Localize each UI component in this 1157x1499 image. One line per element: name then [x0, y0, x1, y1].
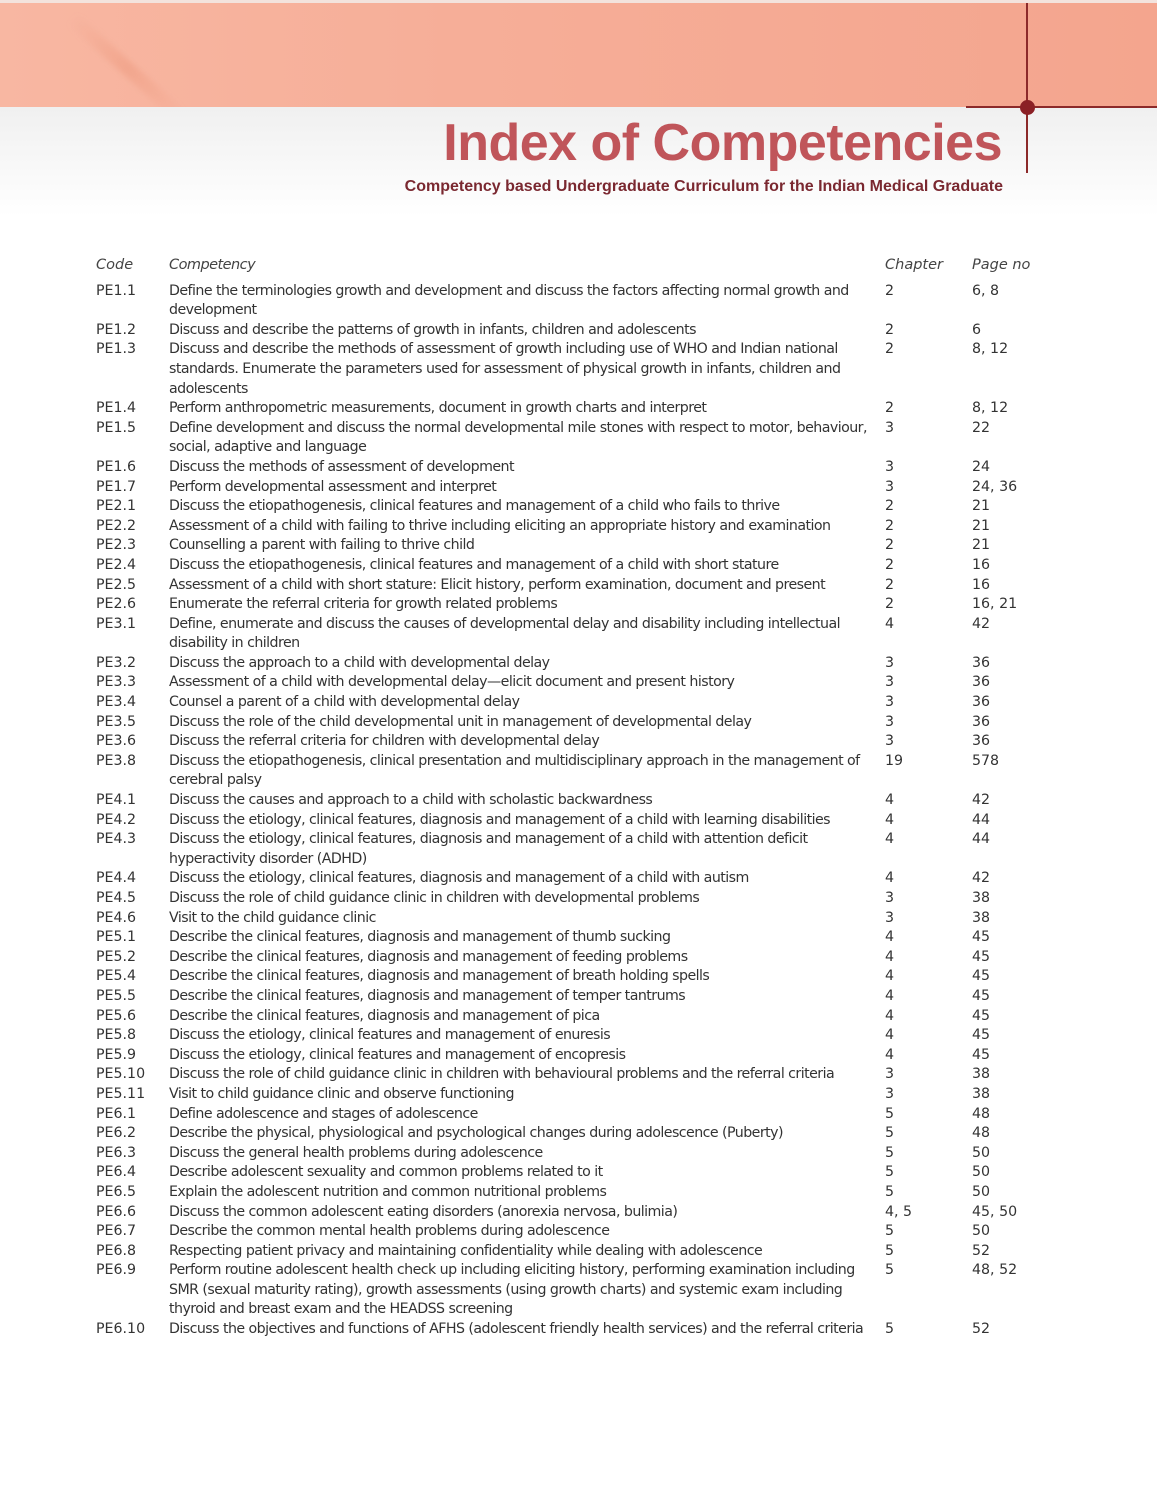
table-row — [96, 1320, 1056, 1340]
page-number: 52 — [972, 1321, 991, 1338]
chapter-number: 4 — [885, 870, 895, 887]
competency-description: Discuss the etiology, clinical features, diagnosis and management of a child with autism — [169, 870, 749, 887]
competency-code: PE1.4 — [96, 400, 137, 417]
competency-code: PE4.4 — [96, 870, 137, 887]
page-number: 36 — [972, 654, 991, 671]
table-row — [96, 458, 1056, 478]
table-row — [96, 1065, 1056, 1085]
page-number: 44 — [972, 831, 991, 848]
page-title: Index of Competencies — [443, 114, 1002, 172]
competency-description: Perform anthropometric measurements, document in growth charts and interpret — [169, 400, 707, 417]
competency-description: Visit to the child guidance clinic — [169, 909, 376, 926]
table-row — [96, 1046, 1056, 1066]
competency-code: PE6.10 — [96, 1321, 146, 1338]
chapter-number: 3 — [885, 458, 895, 475]
chapter-number: 5 — [885, 1105, 895, 1122]
table-row — [96, 556, 1056, 576]
chapter-number: 4 — [885, 968, 895, 985]
competency-description: Visit to child guidance clinic and observe functioning — [169, 1085, 514, 1102]
page-number: 38 — [972, 1066, 991, 1083]
table-row — [96, 1203, 1056, 1223]
chapter-number: 5 — [885, 1262, 895, 1279]
competency-code: PE3.8 — [96, 752, 137, 769]
competency-description: Describe adolescent sexuality and common problems related to it — [169, 1164, 603, 1181]
chapter-number: 4 — [885, 792, 895, 809]
page-number: 50 — [972, 1164, 991, 1181]
page-number: 45 — [972, 1007, 991, 1024]
chapter-number: 5 — [885, 1183, 895, 1200]
competency-description: Discuss the methods of assessment of development — [169, 458, 514, 475]
competency-code: PE2.1 — [96, 498, 137, 515]
page-number: 8, 12 — [972, 400, 1009, 417]
table-row — [96, 478, 1056, 498]
table-row — [96, 321, 1056, 341]
competency-description: Discuss and describe the patterns of growth in infants, children and adolescents — [169, 321, 696, 338]
page-number: 52 — [972, 1242, 991, 1259]
competency-code: PE5.5 — [96, 987, 137, 1004]
competency-description: Enumerate the referral criteria for growth related problems — [169, 596, 558, 613]
competency-description: Discuss the etiology, clinical features and management of encopresis — [169, 1046, 626, 1063]
competency-code: PE2.5 — [96, 576, 137, 593]
table-row — [96, 1085, 1056, 1105]
competency-description: Discuss the role of the child developmental unit in management of developmental delay — [169, 713, 752, 730]
table-row — [96, 1183, 1056, 1203]
table-row — [96, 811, 1056, 831]
page-number: 45, 50 — [972, 1203, 1018, 1220]
competency-description: Define adolescence and stages of adolescence — [169, 1105, 478, 1122]
competency-code: PE3.2 — [96, 654, 137, 671]
competency-code: PE4.6 — [96, 909, 137, 926]
page-number: 38 — [972, 909, 991, 926]
table-row — [96, 987, 1056, 1007]
page-number: 50 — [972, 1223, 991, 1240]
chapter-number: 3 — [885, 733, 895, 750]
table-row — [96, 1105, 1056, 1125]
competency-description: Describe the physical, physiological and psychological changes during adolescence (Puberty) — [169, 1125, 783, 1142]
page-number: 45 — [972, 968, 991, 985]
page-number: 50 — [972, 1144, 991, 1161]
table-header-row — [96, 256, 1056, 276]
table-row — [96, 693, 1056, 713]
page-number: 21 — [972, 517, 991, 534]
competency-description: Assessment of a child with developmental delay—elicit document and present history — [169, 674, 735, 691]
page-number: 16 — [972, 576, 991, 593]
competency-code: PE6.4 — [96, 1164, 137, 1181]
competency-code: PE2.6 — [96, 596, 137, 613]
competency-description: Discuss the general health problems during adolescence — [169, 1144, 543, 1161]
competency-description: Define, enumerate and discuss the causes of developmental delay and disability including intellectual disability in children — [169, 615, 840, 652]
table-row — [96, 967, 1056, 987]
page-number: 22 — [972, 419, 991, 436]
table-row — [96, 497, 1056, 517]
chapter-number: 3 — [885, 1066, 895, 1083]
table-row — [96, 654, 1056, 674]
competency-description: Describe the clinical features, diagnosis and management of pica — [169, 1007, 600, 1024]
competency-description: Describe the clinical features, diagnosis and management of temper tantrums — [169, 987, 686, 1004]
competency-description: Perform developmental assessment and interpret — [169, 478, 497, 495]
table-row — [96, 517, 1056, 537]
accent-dot-icon — [1020, 100, 1035, 115]
table-row — [96, 909, 1056, 929]
competency-code: PE6.6 — [96, 1203, 137, 1220]
chapter-number: 4 — [885, 1007, 895, 1024]
chapter-number: 5 — [885, 1144, 895, 1161]
page-number: 16 — [972, 556, 991, 573]
competency-code: PE6.9 — [96, 1262, 137, 1279]
competency-code: PE6.5 — [96, 1183, 137, 1200]
chapter-number: 4 — [885, 1046, 895, 1063]
competency-code: PE5.4 — [96, 968, 137, 985]
chapter-number: 3 — [885, 890, 895, 906]
table-row — [96, 830, 1056, 869]
table-row — [96, 948, 1056, 968]
competency-description: Discuss the etiology, clinical features and management of enuresis — [169, 1027, 611, 1044]
chapter-number: 4 — [885, 987, 895, 1004]
chapter-number: 5 — [885, 1321, 895, 1338]
competency-description: Discuss and describe the methods of assessment of growth including use of WHO and Indian national standards. Enumerate the parameters used for assessment of physical growth in infants, children and adolescents — [169, 341, 841, 397]
chapter-number: 19 — [885, 752, 904, 769]
table-row — [96, 1026, 1056, 1046]
competency-code: PE2.4 — [96, 556, 137, 573]
chapter-number: 4 — [885, 811, 895, 828]
page-number: 36 — [972, 674, 991, 691]
competency-description: Discuss the role of child guidance clinic in children with behavioural problems and the referral criteria — [169, 1066, 835, 1083]
chapter-number: 3 — [885, 909, 895, 926]
competency-code: PE5.2 — [96, 948, 137, 965]
competency-description: Respecting patient privacy and maintaining confidentiality while dealing with adolescence — [169, 1242, 763, 1259]
competency-description: Describe the clinical features, diagnosis and management of breath holding spells — [169, 968, 710, 985]
page-number: 45 — [972, 1046, 991, 1063]
competency-description: Describe the clinical features, diagnosis and management of feeding problems — [169, 948, 688, 965]
chapter-number: 2 — [885, 576, 895, 593]
competency-description: Discuss the approach to a child with developmental delay — [169, 654, 550, 671]
chapter-number: 4 — [885, 831, 895, 848]
chapter-number: 4 — [885, 1027, 895, 1044]
competency-description: Assessment of a child with short stature: Elicit history, perform examination, document and present — [169, 576, 826, 593]
competency-description: Discuss the objectives and functions of AFHS (adolescent friendly health services) and the referral criteria — [169, 1321, 864, 1338]
page-number: 24, 36 — [972, 478, 1018, 495]
competency-description: Explain the adolescent nutrition and common nutritional problems — [169, 1183, 607, 1200]
chapter-number: 2 — [885, 400, 895, 417]
competency-code: PE5.10 — [96, 1066, 146, 1083]
table-row — [96, 1124, 1056, 1144]
competency-code: PE3.3 — [96, 674, 137, 691]
table-row — [96, 595, 1056, 615]
header-banner — [0, 0, 1157, 107]
competency-code: PE3.6 — [96, 733, 137, 750]
page-number: 38 — [972, 1085, 991, 1102]
competency-code: PE3.1 — [96, 615, 137, 632]
competency-code: PE6.7 — [96, 1223, 137, 1240]
chapter-number: 4 — [885, 929, 895, 946]
table-row — [96, 340, 1056, 399]
competency-description: Discuss the role of child guidance clinic in children with developmental problems — [169, 890, 700, 906]
table-row — [96, 1222, 1056, 1242]
page-number: 36 — [972, 713, 991, 730]
chapter-number: 3 — [885, 654, 895, 671]
table-row — [96, 1007, 1056, 1027]
page-number: 6 — [972, 321, 982, 338]
chapter-number: 2 — [885, 517, 895, 534]
table-row — [96, 732, 1056, 752]
competency-code: PE6.3 — [96, 1144, 137, 1161]
page-number: 21 — [972, 537, 991, 554]
table-row — [96, 752, 1056, 791]
chapter-number: 2 — [885, 556, 895, 573]
page-number: 578 — [972, 752, 1000, 769]
page-number: 45 — [972, 1027, 991, 1044]
competency-code: PE2.2 — [96, 517, 137, 534]
chapter-number: 5 — [885, 1125, 895, 1142]
chapter-number: 3 — [885, 694, 895, 711]
chapter-number: 2 — [885, 596, 895, 613]
competency-description: Describe the common mental health problems during adolescence — [169, 1223, 610, 1240]
competency-code: PE3.5 — [96, 713, 137, 730]
chapter-number: 3 — [885, 478, 895, 495]
table-row — [96, 536, 1056, 556]
chapter-number: 4 — [885, 948, 895, 965]
competency-code: PE3.4 — [96, 694, 137, 711]
column-header-code: Code — [96, 257, 134, 273]
competency-description: Define development and discuss the normal developmental mile stones with respect to motor, behaviour, social, adaptive and language — [169, 419, 867, 456]
column-header-chapter: Chapter — [885, 257, 943, 273]
page-number: 42 — [972, 870, 991, 887]
page-number: 48, 52 — [972, 1262, 1018, 1279]
competency-table — [96, 256, 1056, 1340]
competency-description: Discuss the etiopathogenesis, clinical features and management of a child who fails to thrive — [169, 498, 780, 515]
competency-code: PE4.2 — [96, 811, 137, 828]
competency-description: Discuss the referral criteria for children with developmental delay — [169, 733, 600, 750]
chapter-number: 2 — [885, 537, 895, 554]
competency-code: PE1.2 — [96, 321, 137, 338]
competency-code: PE1.3 — [96, 341, 137, 358]
page-number: 48 — [972, 1125, 991, 1142]
chapter-number: 2 — [885, 282, 895, 299]
accent-rule-horizontal — [966, 106, 1157, 108]
page-number: 44 — [972, 811, 991, 828]
competency-code: PE6.8 — [96, 1242, 137, 1259]
competency-description: Counselling a parent with failing to thrive child — [169, 537, 475, 554]
chapter-number: 2 — [885, 321, 895, 338]
competency-description: Discuss the common adolescent eating disorders (anorexia nervosa, bulimia) — [169, 1203, 678, 1220]
table-row — [96, 1163, 1056, 1183]
competency-code: PE6.2 — [96, 1125, 137, 1142]
page-number: 36 — [972, 733, 991, 750]
chapter-number: 3 — [885, 674, 895, 691]
page-number: 36 — [972, 694, 991, 711]
competency-code: PE1.7 — [96, 478, 137, 495]
table-row — [96, 791, 1056, 811]
table-row — [96, 889, 1056, 909]
chapter-number: 3 — [885, 1085, 895, 1102]
chapter-number: 4, 5 — [885, 1203, 913, 1220]
table-row — [96, 282, 1056, 321]
page-number: 42 — [972, 615, 991, 632]
table-row — [96, 1261, 1056, 1320]
page-number: 45 — [972, 987, 991, 1004]
competency-description: Discuss the etiology, clinical features, diagnosis and management of a child with learning disabilities — [169, 811, 831, 828]
column-header-page: Page no — [972, 257, 1031, 273]
page-number: 24 — [972, 458, 991, 475]
table-row — [96, 928, 1056, 948]
chapter-number: 4 — [885, 615, 895, 632]
competency-description: Discuss the etiology, clinical features, diagnosis and management of a child with attention deficit hyperactivity disorder (ADHD) — [169, 831, 808, 867]
chapter-number: 5 — [885, 1223, 895, 1240]
table-row — [96, 1242, 1056, 1262]
chapter-number: 3 — [885, 419, 895, 436]
competency-description: Perform routine adolescent health check up including eliciting history, performing examination including SMR (sexual maturity rating), growth assessments (using growth charts) and systemic exam including thyroid and breast exam and the HEADSS screening — [169, 1262, 855, 1318]
competency-code: PE4.5 — [96, 890, 137, 906]
table-row — [96, 419, 1056, 458]
page-number: 42 — [972, 792, 991, 809]
page-number: 6, 8 — [972, 282, 1000, 299]
page-number: 38 — [972, 890, 991, 906]
page-number: 48 — [972, 1105, 991, 1122]
competency-code: PE5.9 — [96, 1046, 137, 1063]
page-number: 50 — [972, 1183, 991, 1200]
competency-description: Discuss the etiopathogenesis, clinical features and management of a child with short stature — [169, 556, 779, 573]
chapter-number: 5 — [885, 1242, 895, 1259]
table-row — [96, 673, 1056, 693]
chapter-number: 3 — [885, 713, 895, 730]
competency-description: Assessment of a child with failing to thrive including eliciting an appropriate history and examination — [169, 517, 831, 534]
page-number: 45 — [972, 948, 991, 965]
competency-code: PE1.5 — [96, 419, 137, 436]
table-row — [96, 713, 1056, 733]
accent-rule-vertical — [1026, 3, 1028, 173]
page-number: 8, 12 — [972, 341, 1009, 358]
table-row — [96, 576, 1056, 596]
competency-description: Counsel a parent of a child with developmental delay — [169, 694, 520, 711]
competency-code: PE1.6 — [96, 458, 137, 475]
table-row — [96, 1144, 1056, 1164]
competency-description: Discuss the causes and approach to a child with scholastic backwardness — [169, 792, 653, 809]
page-number: 45 — [972, 929, 991, 946]
column-header-competency: Competency — [169, 257, 256, 273]
competency-description: Discuss the etiopathogenesis, clinical presentation and multidisciplinary approach in the management of cerebral palsy — [169, 752, 860, 789]
competency-code: PE6.1 — [96, 1105, 137, 1122]
table-row — [96, 615, 1056, 654]
competency-code: PE4.1 — [96, 792, 137, 809]
table-body — [96, 282, 1056, 1340]
page-number: 16, 21 — [972, 596, 1018, 613]
table-row — [96, 399, 1056, 419]
competency-code: PE1.1 — [96, 282, 137, 299]
table-row — [96, 869, 1056, 889]
competency-code: PE2.3 — [96, 537, 137, 554]
competency-description: Describe the clinical features, diagnosis and management of thumb sucking — [169, 929, 671, 946]
page-subtitle: Competency based Undergraduate Curriculum for the Indian Medical Graduate — [404, 178, 1003, 195]
competency-code: PE5.6 — [96, 1007, 137, 1024]
competency-code: PE5.8 — [96, 1027, 137, 1044]
competency-code: PE5.11 — [96, 1085, 146, 1102]
competency-code: PE4.3 — [96, 831, 137, 848]
chapter-number: 5 — [885, 1164, 895, 1181]
page-number: 21 — [972, 498, 991, 515]
chapter-number: 2 — [885, 341, 895, 358]
chapter-number: 2 — [885, 498, 895, 515]
competency-description: Define the terminologies growth and development and discuss the factors affecting normal growth and development — [169, 282, 849, 319]
competency-code: PE5.1 — [96, 929, 137, 946]
